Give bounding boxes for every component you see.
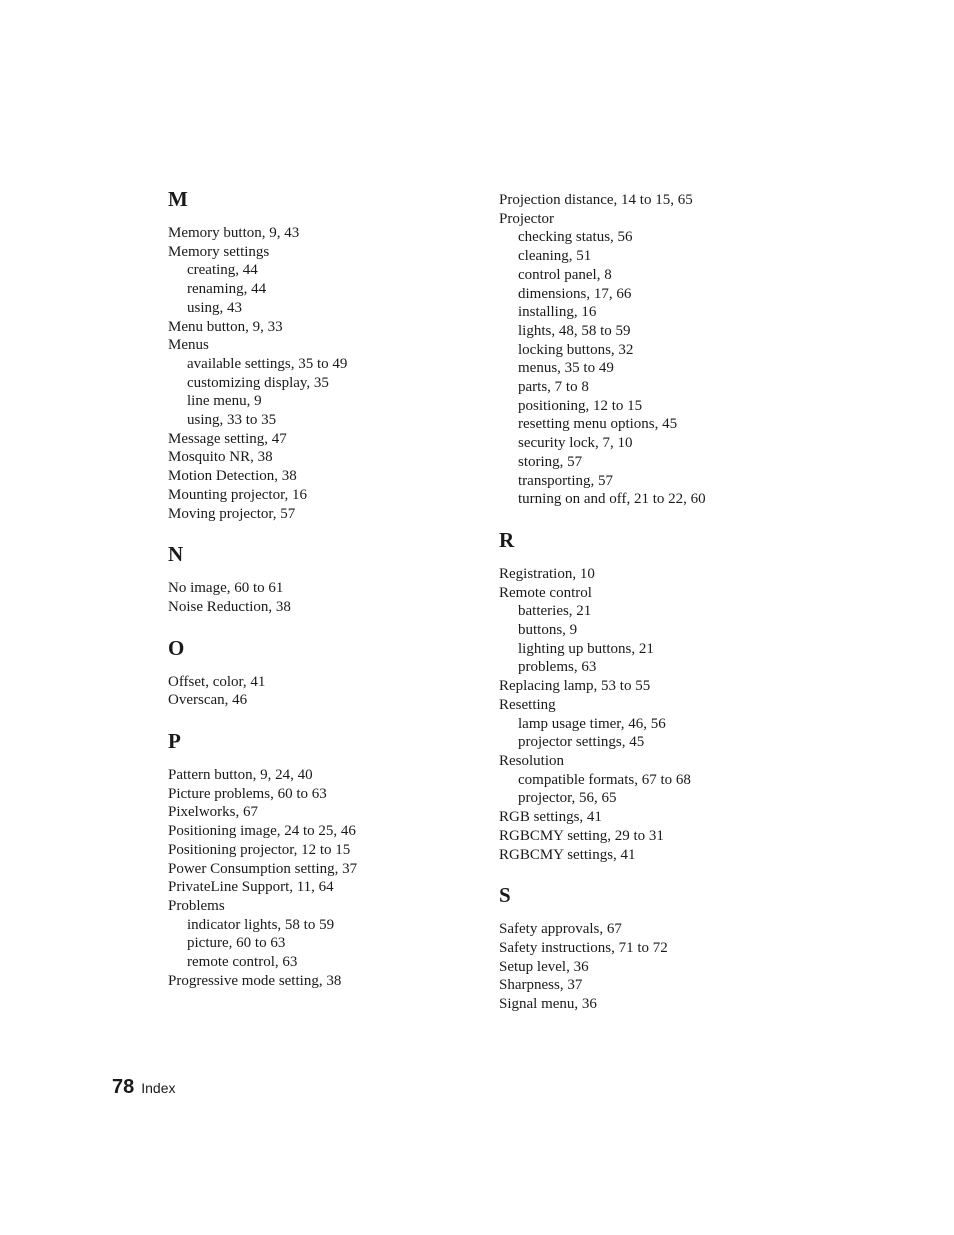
section-spacer — [168, 710, 468, 728]
index-entry: Progressive mode setting, 38 — [168, 972, 342, 989]
heading-spacer — [168, 661, 468, 673]
index-subentry: picture, 60 to 63 — [187, 935, 286, 952]
index-subentry: using, 33 to 35 — [187, 412, 277, 429]
index-subentry: indicator lights, 58 to 59 — [187, 916, 335, 933]
index-subentry: positioning, 12 to 15 — [518, 397, 643, 414]
heading-spacer — [168, 212, 468, 224]
index-subentry: resetting menu options, 45 — [518, 416, 678, 433]
index-subentry: compatible formats, 67 to 68 — [518, 771, 691, 788]
index-entry: Memory settings — [168, 243, 270, 260]
index-subentry: remote control, 63 — [187, 954, 298, 971]
index-subentry: projector, 56, 65 — [518, 790, 617, 807]
index-letter-heading: O — [168, 635, 185, 660]
index-subentry: installing, 16 — [518, 304, 597, 321]
index-subentry: renaming, 44 — [187, 281, 267, 298]
index-subentry: batteries, 21 — [518, 603, 592, 620]
index-entry: Pixelworks, 67 — [168, 804, 258, 821]
index-subentry: creating, 44 — [187, 262, 258, 279]
index-subentry: using, 43 — [187, 299, 243, 316]
index-column-left — [168, 186, 468, 991]
index-entry: Projection distance, 14 to 15, 65 — [499, 192, 693, 208]
index-entry: Memory button, 9, 43 — [168, 225, 300, 241]
index-entry: Setup level, 36 — [499, 958, 589, 975]
index-subentry: locking buttons, 32 — [518, 341, 634, 358]
index-subentry: buttons, 9 — [518, 622, 578, 639]
section-spacer — [499, 864, 799, 882]
section-spacer — [168, 617, 468, 635]
heading-spacer — [499, 553, 799, 565]
page-footer — [112, 1076, 176, 1099]
index-subentry: available settings, 35 to 49 — [187, 355, 348, 372]
index-entry: Power Consumption setting, 37 — [168, 860, 358, 877]
index-subentry: security lock, 7, 10 — [518, 435, 633, 452]
index-entry: Menu button, 9, 33 — [168, 318, 283, 335]
index-subentry: storing, 57 — [518, 453, 583, 470]
index-entry: Pattern button, 9, 24, 40 — [168, 767, 313, 784]
index-letter-heading: M — [168, 187, 188, 211]
index-entry: Positioning projector, 12 to 15 — [168, 841, 351, 858]
index-subentry: problems, 63 — [518, 659, 597, 676]
index-entry: Safety instructions, 71 to 72 — [499, 939, 668, 956]
heading-spacer — [168, 567, 468, 579]
index-entry: Noise Reduction, 38 — [168, 598, 291, 615]
index-entry: Motion Detection, 38 — [168, 468, 297, 485]
index-entry: Resetting — [499, 696, 556, 713]
index-entry: Remote control — [499, 584, 592, 601]
index-subentry: control panel, 8 — [518, 266, 612, 283]
index-entry: Picture problems, 60 to 63 — [168, 785, 327, 802]
index-entry: Positioning image, 24 to 25, 46 — [168, 823, 356, 840]
index-subentry: dimensions, 17, 66 — [518, 285, 632, 302]
heading-spacer — [499, 908, 799, 920]
section-spacer — [499, 509, 799, 527]
index-letter-heading: S — [499, 883, 511, 908]
index-entry: Signal menu, 36 — [499, 996, 597, 1013]
index-entry: Mosquito NR, 38 — [168, 449, 273, 466]
index-entry: Safety approvals, 67 — [499, 921, 622, 938]
index-subentry: lighting up buttons, 21 — [518, 640, 654, 657]
index-entry: Replacing lamp, 53 to 55 — [499, 678, 651, 695]
index-entry: RGBCMY settings, 41 — [499, 846, 636, 863]
index-entry: Sharpness, 37 — [499, 977, 583, 994]
index-subentry: lamp usage timer, 46, 56 — [518, 715, 666, 732]
index-entry: Moving projector, 57 — [168, 505, 296, 522]
index-subentry: parts, 7 to 8 — [518, 379, 589, 396]
index-entry: Mounting projector, 16 — [168, 486, 307, 503]
index-entry: No image, 60 to 61 — [168, 580, 284, 597]
index-entry: Resolution — [499, 752, 565, 769]
index-subentry: line menu, 9 — [187, 393, 262, 410]
footer-section-label: Index — [141, 1080, 176, 1096]
index-entry: Registration, 10 — [499, 565, 595, 582]
index-subentry: lights, 48, 58 to 59 — [518, 322, 631, 339]
index-column-right — [499, 191, 799, 1014]
index-entry: RGB settings, 41 — [499, 809, 602, 826]
index-entry: Overscan, 46 — [168, 692, 248, 709]
index-entry: Projector — [499, 210, 554, 227]
index-letter-heading: P — [168, 729, 181, 754]
index-subentry: turning on and off, 21 to 22, 60 — [518, 491, 706, 508]
index-entry: Message setting, 47 — [168, 430, 287, 447]
section-spacer — [168, 523, 468, 541]
page-number: 78 — [112, 1076, 135, 1098]
index-entry: PrivateLine Support, 11, 64 — [168, 879, 334, 896]
index-subentry: menus, 35 to 49 — [518, 360, 614, 377]
index-subentry: cleaning, 51 — [518, 248, 592, 265]
index-subentry: projector settings, 45 — [518, 734, 645, 751]
index-entry: Menus — [168, 337, 209, 354]
index-letter-heading: R — [499, 527, 515, 552]
index-entry: RGBCMY setting, 29 to 31 — [499, 827, 664, 844]
index-letter-heading: N — [168, 542, 184, 567]
index-entry: Offset, color, 41 — [168, 673, 266, 690]
index-entry: Problems — [168, 897, 225, 914]
index-subentry: checking status, 56 — [518, 229, 633, 246]
index-subentry: transporting, 57 — [518, 472, 613, 489]
index-subentry: customizing display, 35 — [187, 374, 329, 391]
heading-spacer — [168, 754, 468, 766]
